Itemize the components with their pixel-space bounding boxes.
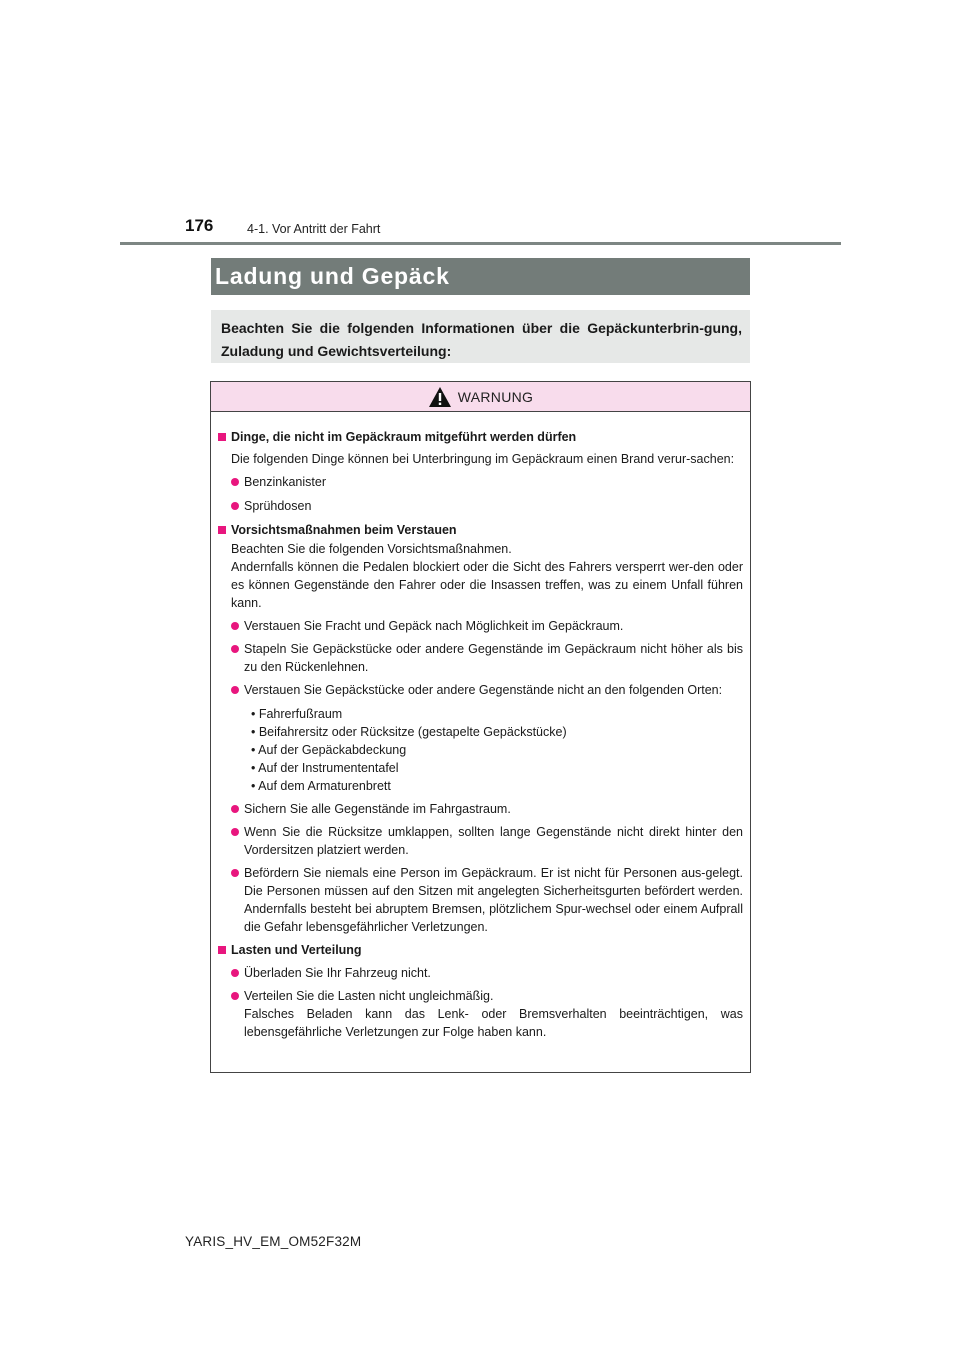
paragraph: Andernfalls können die Pedalen blockiert oder die Sicht des Fahrers versperrt wer-den oder es können Gegenstände den Fahrer oder die Insassen treffen, was zu einem Unfall führen kann. xyxy=(231,560,743,610)
sub-list-item: • Beifahrersitz oder Rücksitze (gestapelte Gepäckstücke) xyxy=(251,725,567,739)
list-item-text: Stapeln Sie Gepäckstücke oder andere Gegenstände im Gepäckraum nicht höher als bis zu den Rückenlehnen. xyxy=(244,642,743,674)
list-item xyxy=(218,864,743,936)
list-item-text: Sprühdosen xyxy=(244,499,312,513)
sub-list-item: • Auf der Instrumententafel xyxy=(251,761,399,775)
section-heading xyxy=(218,428,743,446)
round-bullet-icon xyxy=(231,622,239,630)
list-item-text: Überladen Sie Ihr Fahrzeug nicht. xyxy=(244,966,431,980)
list-item-text: Benzinkanister xyxy=(244,475,326,489)
list-item-text xyxy=(244,987,743,1041)
list-item xyxy=(218,640,743,676)
round-bullet-icon xyxy=(231,828,239,836)
list-item xyxy=(218,497,743,515)
list-item xyxy=(218,617,743,635)
section-text xyxy=(218,540,743,612)
page-title: Ladung und Gepäck xyxy=(215,263,450,289)
list-item-text: Sichern Sie alle Gegenstände im Fahrgastraum. xyxy=(244,802,511,816)
section-heading xyxy=(218,521,743,539)
list-item-line: Verteilen Sie die Lasten nicht ungleichmäßig. xyxy=(244,989,494,1003)
page-number: 176 xyxy=(185,216,214,235)
list-item xyxy=(218,964,743,982)
warning-body xyxy=(211,412,750,1041)
section-heading-text: Dinge, die nicht im Gepäckraum mitgeführt werden dürfen xyxy=(231,430,577,444)
square-bullet-icon xyxy=(218,946,226,954)
intro-box: Beachten Sie die folgenden Informationen über die Gepäckunterbrin-gung, Zuladung und Gewichtsverteilung: xyxy=(211,310,750,363)
list-item-text: Befördern Sie niemals eine Person im Gepäckraum. Er ist nicht für Personen aus-gelegt. Die Personen müssen auf den Sitzen mit angelegten Sicherheitsgurten befördert werden. Andernfalls besteht bei abruptem Bremsen, plötzlichem Spur-wechsel oder einem Aufprall die Gefahr lebensgefährlicher Verletzungen. xyxy=(244,866,743,934)
list-item xyxy=(218,473,743,491)
sub-list-item: • Auf der Gepäckabdeckung xyxy=(251,743,407,757)
warning-box xyxy=(210,381,751,1073)
warning-section xyxy=(218,428,743,515)
square-bullet-icon xyxy=(218,433,226,441)
section-text xyxy=(218,450,743,468)
list-item-note: Falsches Beladen kann das Lenk- oder Bremsverhalten beeinträchtigen, was lebensgefährliche Verletzungen zur Folge haben kann. xyxy=(244,1007,743,1039)
sub-list-item: • Fahrerfußraum xyxy=(251,707,343,721)
round-bullet-icon xyxy=(231,502,239,510)
list-item-text: Wenn Sie die Rücksitze umklappen, sollten lange Gegenstände nicht direkt hinter den Vordersitzen platziert werden. xyxy=(244,825,743,857)
footer-doc-code: YARIS_HV_EM_OM52F32M xyxy=(185,1234,362,1249)
list-item-text: Verstauen Sie Gepäckstücke oder andere Gegenstände nicht an den folgenden Orten: xyxy=(244,683,723,697)
section-heading-text: Vorsichtsmaßnahmen beim Verstauen xyxy=(231,523,457,537)
list-item xyxy=(218,800,743,818)
list-item xyxy=(218,987,743,1041)
round-bullet-icon xyxy=(231,686,239,694)
section-heading-text: Lasten und Verteilung xyxy=(231,943,362,957)
title-bar xyxy=(211,258,750,295)
warning-triangle-icon xyxy=(428,386,452,408)
list-item xyxy=(218,823,743,859)
section-heading xyxy=(218,941,743,959)
sub-list-item: • Auf dem Armaturenbrett xyxy=(251,779,391,793)
header-rule xyxy=(120,242,841,245)
list-item-text: Verstauen Sie Fracht und Gepäck nach Möglichkeit im Gepäckraum. xyxy=(244,619,624,633)
round-bullet-icon xyxy=(231,992,239,1000)
paragraph: Beachten Sie die folgenden Vorsichtsmaßnahmen. xyxy=(231,542,512,556)
square-bullet-icon xyxy=(218,526,226,534)
round-bullet-icon xyxy=(231,969,239,977)
section-path: 4-1. Vor Antritt der Fahrt xyxy=(247,222,381,236)
warning-label: WARNUNG xyxy=(457,388,534,405)
round-bullet-icon xyxy=(231,869,239,877)
warning-section xyxy=(218,941,743,1041)
round-bullet-icon xyxy=(231,478,239,486)
sub-list xyxy=(218,705,743,795)
round-bullet-icon xyxy=(231,645,239,653)
warning-header xyxy=(211,382,750,412)
list-item xyxy=(218,681,743,699)
paragraph: Die folgenden Dinge können bei Unterbringung im Gepäckraum einen Brand verur-sachen: xyxy=(231,452,735,466)
round-bullet-icon xyxy=(231,805,239,813)
warning-section xyxy=(218,521,743,936)
